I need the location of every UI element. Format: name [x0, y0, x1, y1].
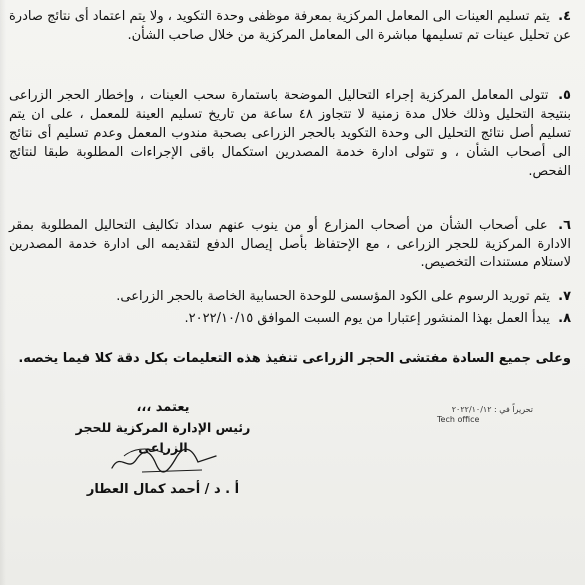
- signatory-title: رئيس الإدارة المركزية للحجر الزراعى: [75, 420, 251, 455]
- signature-block: [58, 398, 268, 455]
- item-number: ٦.: [558, 218, 571, 233]
- document-metadata: [423, 405, 533, 425]
- instruction-item-7: [9, 288, 571, 307]
- page-edge-shadow: [0, 0, 6, 585]
- item-text: يبدأ العمل بهذا المنشور إعتبارا من يوم السبت الموافق ٢٠٢٢/١٠/١٥.: [184, 311, 550, 326]
- item-number: ٧.: [558, 289, 571, 304]
- item-number: ٤.: [558, 9, 571, 24]
- instruction-item-8: [9, 310, 571, 329]
- instruction-item-6: [9, 217, 571, 273]
- approval-label: يعتمد ،،،: [136, 400, 190, 415]
- item-text: على أصحاب الشأن من أصحاب المزارع أو من ينوب عنهم سداد تكاليف التحاليل المطلوبة بمقر الادارة المركزية للحجر الزراعى ، مع الإحتفاظ بأصل إيصال الدفع لتقديمه الى ادارة خدمة المصدرين لاستلام مستندات التخصيص.: [9, 218, 571, 270]
- office-label: Tech office: [437, 415, 480, 424]
- instruction-item-5: [9, 86, 571, 181]
- issue-date: تحريراً في : ٢٠٢٢/١٠/١٢: [451, 405, 533, 414]
- signatory-name: أ . د / أحمد كمال العطار: [86, 482, 240, 497]
- instruction-item-4: [9, 8, 571, 45]
- closing-statement: وعلى جميع السادة مفتشى الحجر الزراعى تنفيذ هذه التعليمات بكل دقة كلا فيما يخصه.: [18, 351, 571, 366]
- item-text: يتم تسليم العينات الى المعامل المركزية بمعرفة موظفى وحدة التكويد ، ولا يتم اعتماد أى نتائج صادرة عن تحليل عينات تم تسليمها مباشرة الى المعامل المركزية من خلال صاحب الشأن.: [9, 9, 571, 43]
- item-text: تتولى المعامل المركزية إجراء التحاليل الموضحة باستمارة سحب العينات ، وإخطار الحجر الزراعى بنتيجة التحليل وذلك خلال مدة زمنية لا تتجاوز ٤٨ ساعة من تاريخ تسليم العينة للمعمل ، على ان يتم تسليم أصل نتائج التحليل الى وحدة التكويد بالحجر الزراعى بصحبة مندوب المعمل وعدم تسليم أى نتائج الى أصحاب الشأن ، و تتولى ادارة خدمة المصدرين استكمال باقى الإجراءات المطلوبة طبقا لنتائج الفحص.: [9, 88, 571, 179]
- item-number: ٨.: [558, 311, 571, 326]
- item-number: ٥.: [558, 88, 571, 103]
- handwritten-signature: [106, 442, 226, 476]
- item-text: يتم توريد الرسوم على الكود المؤسسى للوحدة الحسابية الخاصة بالحجر الزراعى.: [116, 289, 550, 304]
